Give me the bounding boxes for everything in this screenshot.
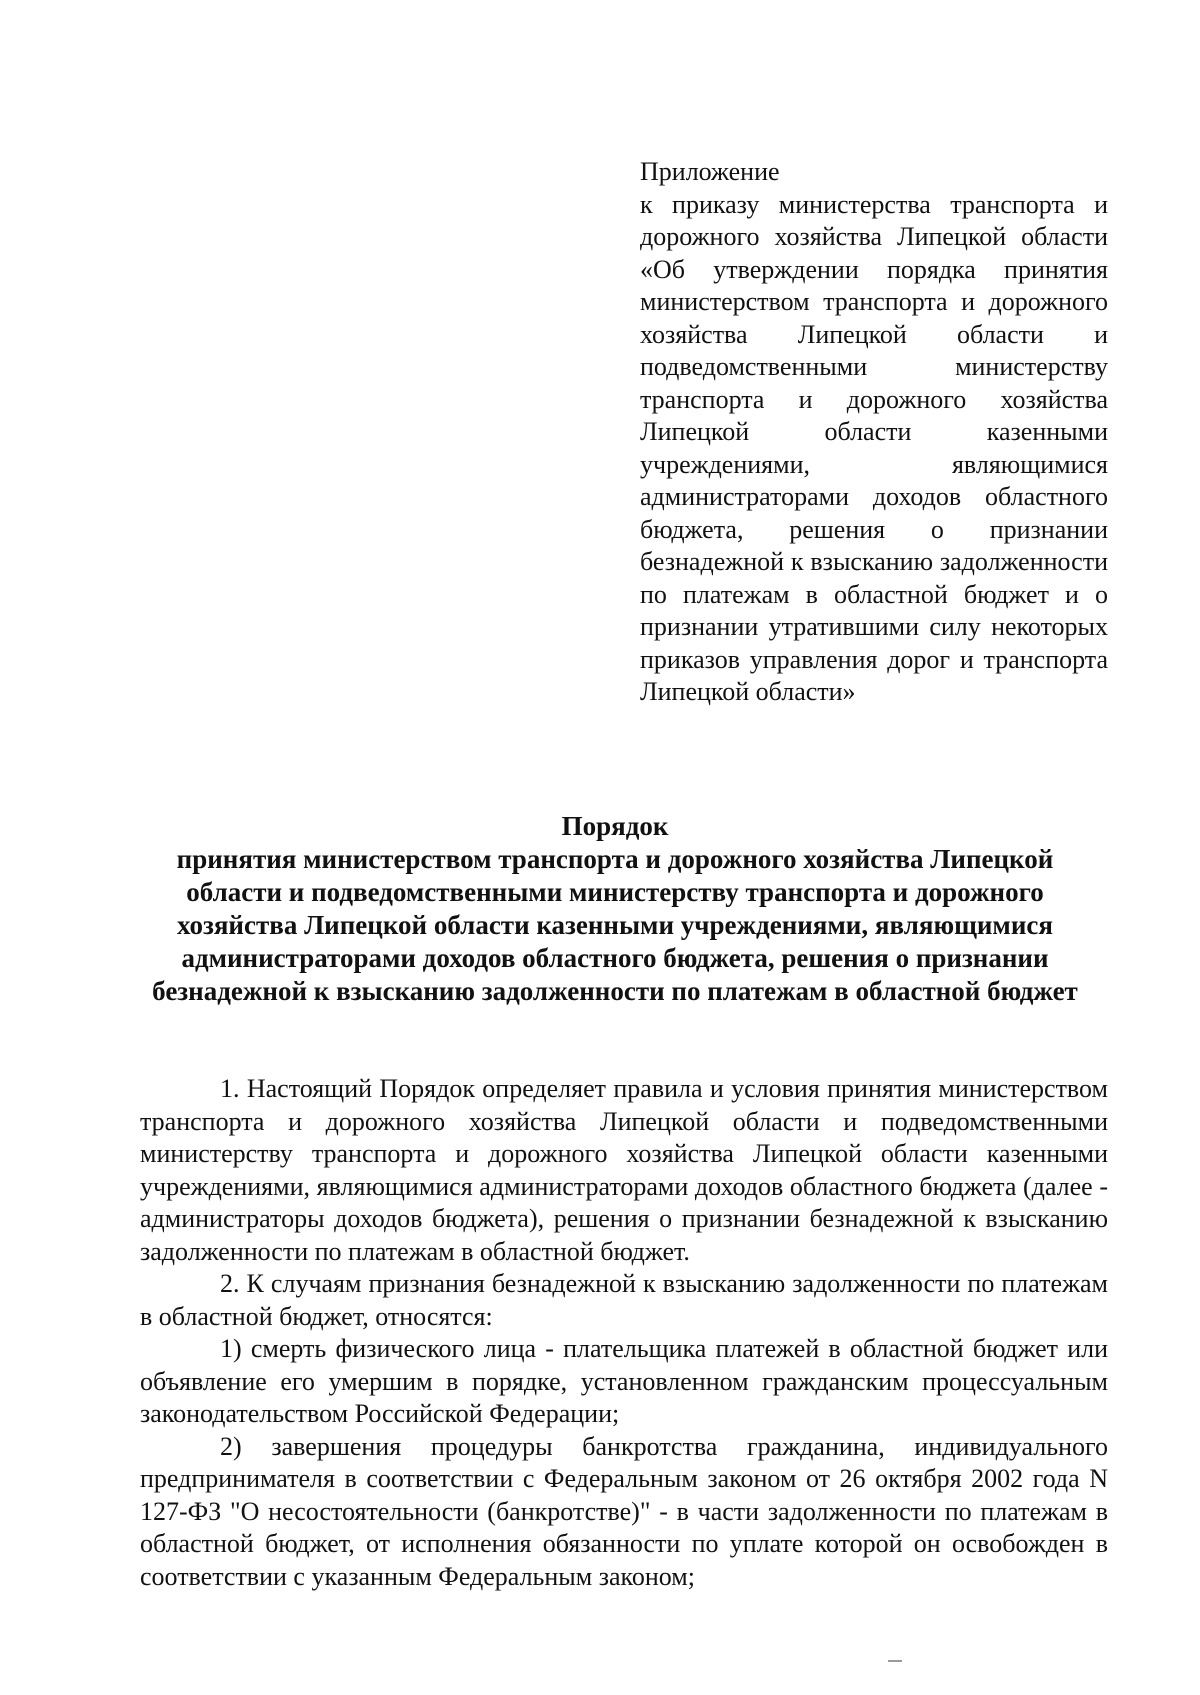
paragraph-1: 1. Настоящий Порядок определяет правила и условия принятия министерством транспорта и дорожного хозяйства Липецкой области и подведомственными министерству транспорта и дорожного хозяйства Липецкой области казенными учреждениями, являющимися администраторами доходов областного бюджета (далее - администраторы доходов бюджета), решения о признании безнадежной к взысканию задолженности по платежам в областной бюджет.: [140, 1074, 1108, 1266]
document-subtitle: принятия министерством транспорта и дорожного хозяйства Липецкой области и подведомственными министерству транспорта и дорожного хозяйства Липецкой области казенными учреждениями, являющимися администраторами доходов областного бюджета, решения о признании безнадежной к взысканию задолженности по платежам в областной бюджет: [152, 844, 1078, 1006]
scan-artifact-mark: [888, 1660, 902, 1662]
appendix-title: Приложение: [640, 157, 780, 186]
appendix-block: [640, 156, 1108, 709]
document-body: [140, 1073, 1108, 1593]
paragraph-2: 2. К случаям признания безнадежной к взысканию задолженности по платежам в областной бюджет, относятся:: [140, 1269, 1108, 1331]
appendix-text: к приказу министерства транспорта и дорожного хозяйства Липецкой области «Об утверждении порядка принятия министерством транспорта и дорожного хозяйства Липецкой области и подведомственными министерству транспорта и дорожного хозяйства Липецкой области казенными учреждениями, являющимися администраторами доходов областного бюджета, решения о признании безнадежной к взысканию задолженности по платежам в областной бюджет и о признании утратившими силу некоторых приказов управления дорог и транспорта Липецкой области»: [640, 189, 1108, 706]
paragraph-2-item-1: 1) смерть физического лица - плательщика платежей в областной бюджет или объявление его умершим в порядке, установленном гражданским процессуальным законодательством Российской Федерации;: [140, 1334, 1108, 1428]
document-title: Порядок: [561, 811, 669, 841]
paragraph-2-item-2: 2) завершения процедуры банкротства гражданина, индивидуального предпринимателя в соответствии с Федеральным законом от 26 октября 2002 года N 127-ФЗ "О несостоятельности (банкротстве)" - в части задолженности по платежам в областной бюджет, от исполнения обязанности по уплате которой он освобожден в соответствии с указанным Федеральным законом;: [140, 1431, 1108, 1591]
document-heading: [150, 810, 1080, 1008]
